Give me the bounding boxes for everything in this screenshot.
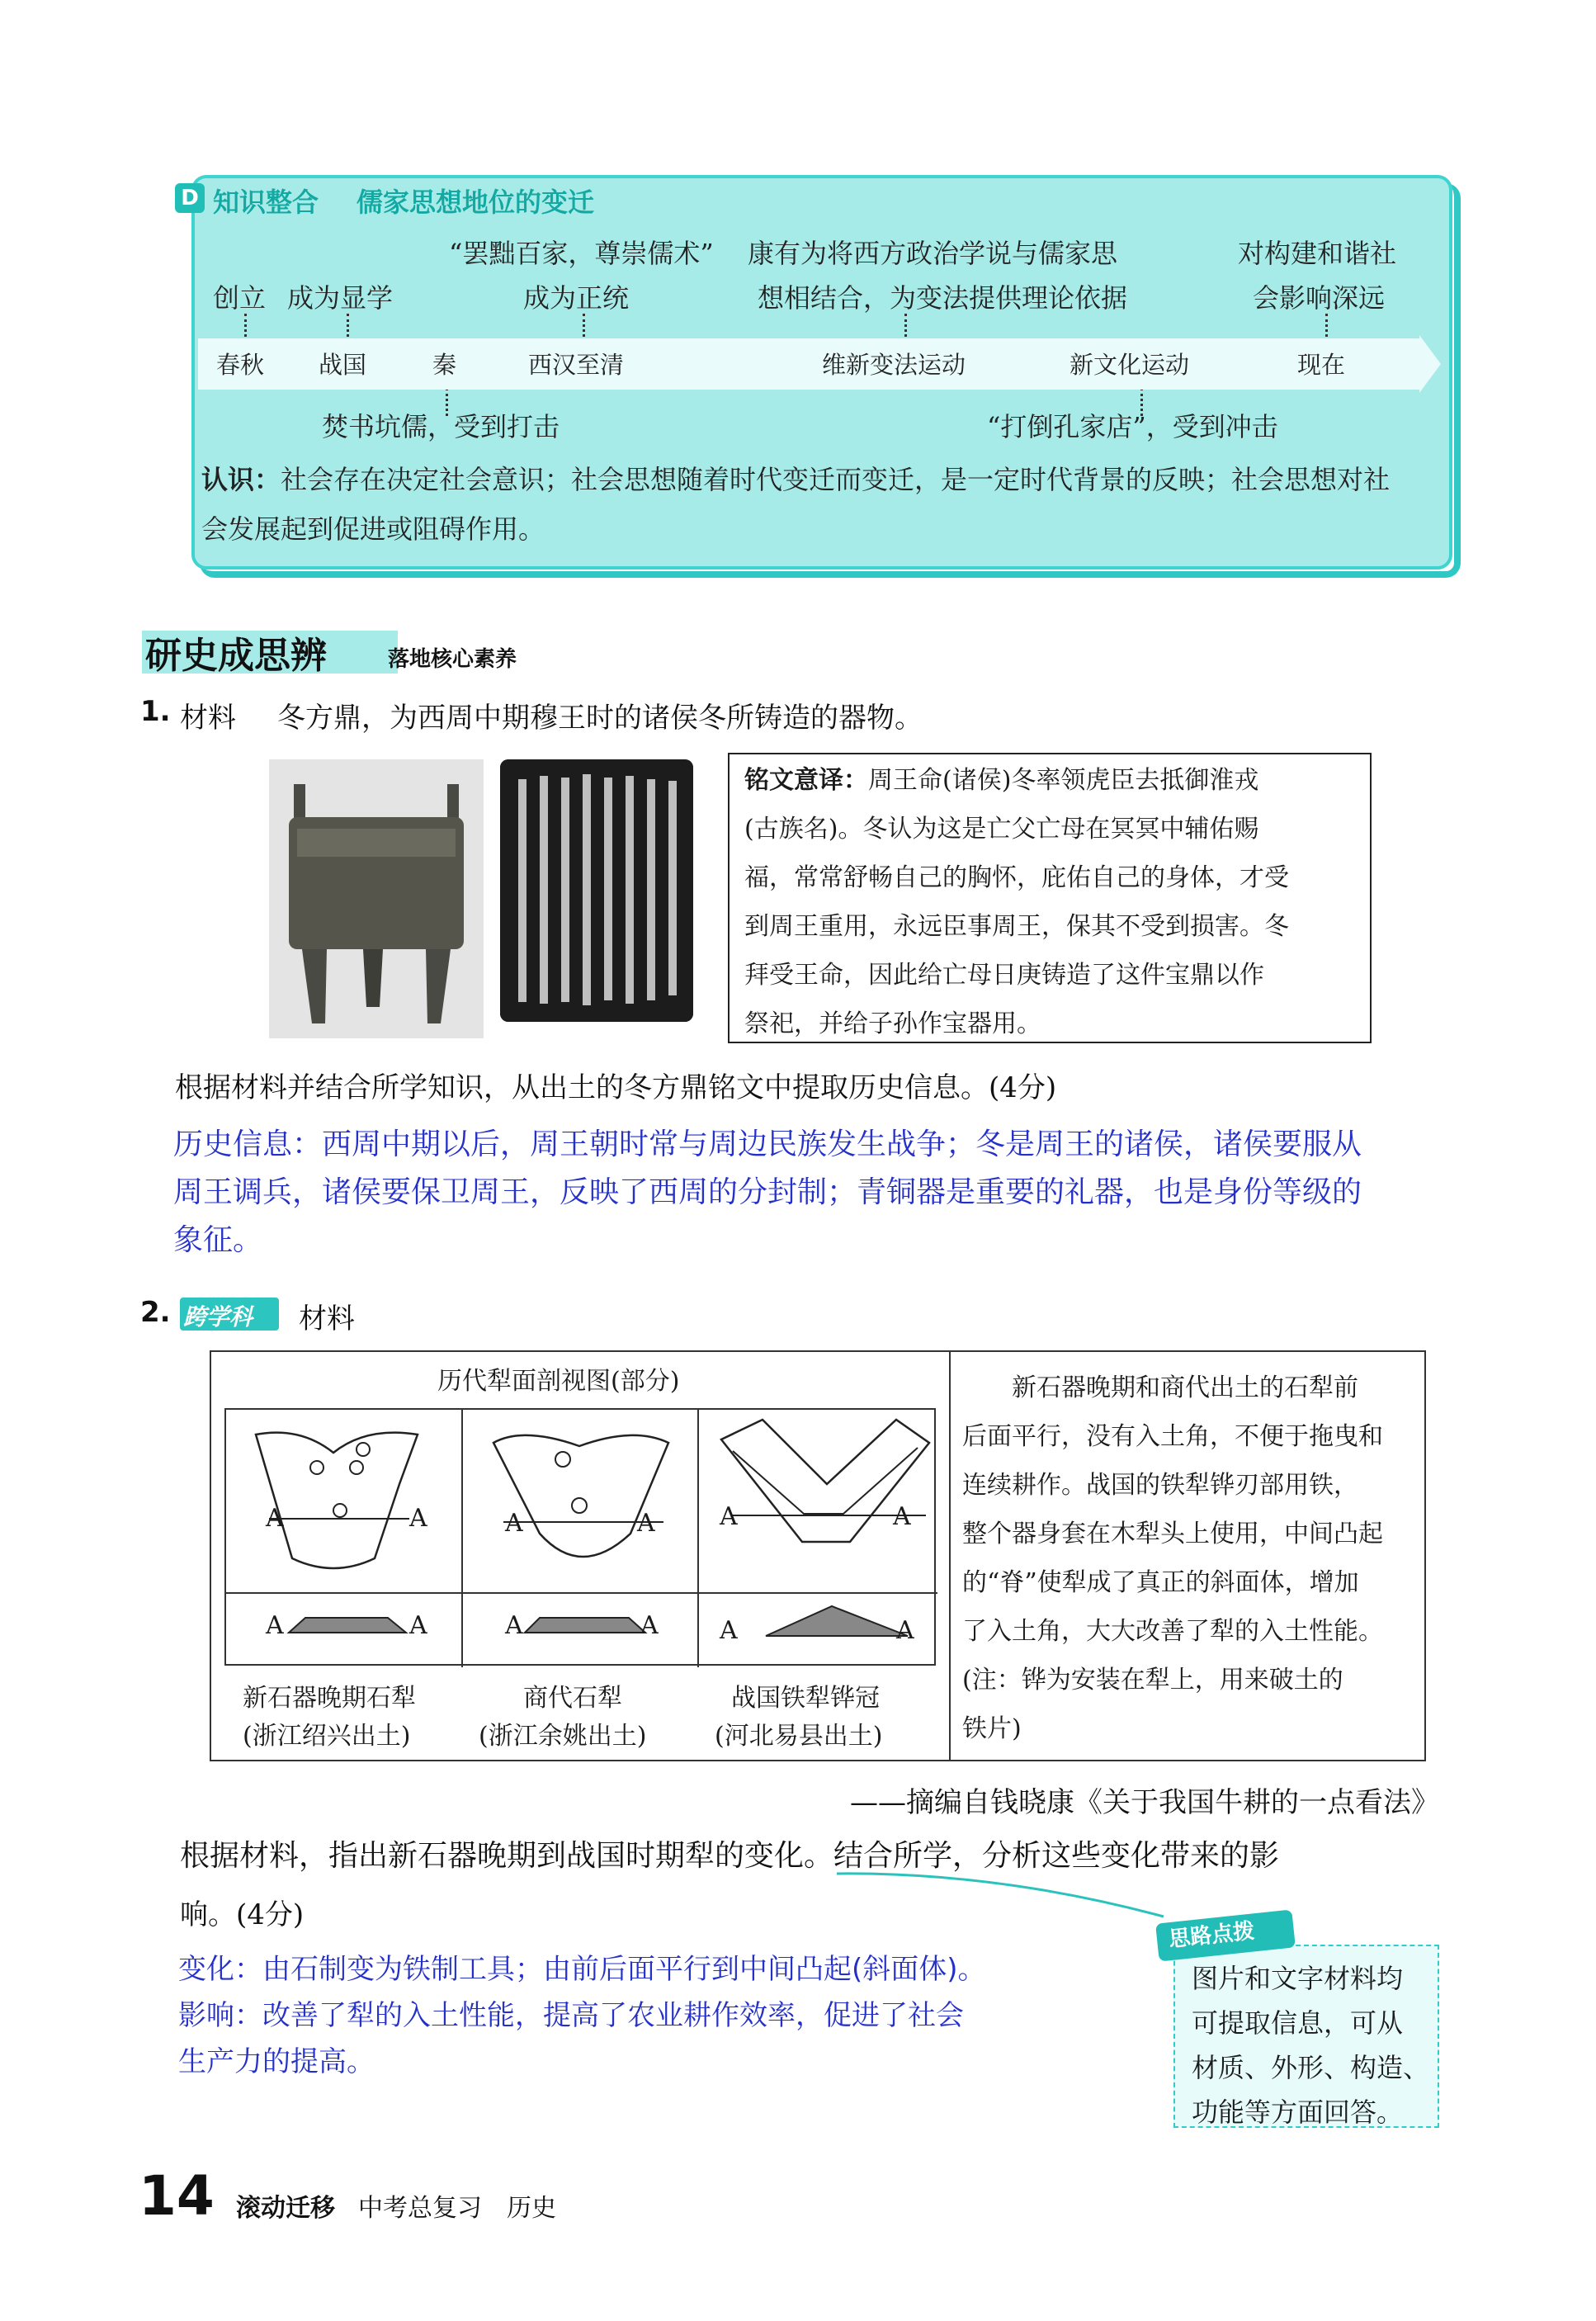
q1-answer-line: 历史信息：西周中期以后，周王朝时常与周边民族发生战争；冬是周王的诸侯，诸侯要服从 (173, 1127, 1362, 1161)
caption-origin: (浙江余姚出土) (479, 1722, 647, 1751)
side-text-line: 整个器身套在木犁头上使用，中间凸起 (962, 1520, 1383, 1548)
bronze-ding-image (269, 759, 484, 1038)
table-divider (949, 1350, 951, 1761)
connector (347, 314, 349, 342)
q1-question: 根据材料并结合所学知识，从出土的冬方鼎铭文中提取历史信息。(4分) (175, 1071, 1057, 1104)
side-text-line: 铁片) (962, 1714, 1022, 1743)
axis-letter: A (266, 1504, 284, 1533)
knowledge-title-label: 知识整合 (213, 187, 319, 218)
insight-label: 认识： (201, 464, 281, 495)
inscription-line: 祭祀，并给子孙作宝器用。 (744, 1009, 1041, 1038)
side-text-line: (注：铧为安装在犁上，用来破土的 (962, 1666, 1343, 1695)
connector (583, 314, 585, 342)
q2-question-line: 根据材料，指出新石器晚期到战国时期犁的变化。结合所学，分析这些变化带来的影 (180, 1839, 1280, 1873)
q2-question-line: 响。(4分) (180, 1898, 305, 1931)
axis-letter: A (637, 1509, 655, 1538)
q1-number: 1. (140, 695, 171, 728)
timeline-above-prominent: 成为显学 (287, 282, 394, 314)
inscription-line: 周王命(诸侯)冬率领虎臣去抵御淮戎 (868, 766, 1259, 795)
timeline-node: 秦 (432, 351, 457, 379)
timeline-above-kang-2: 想相结合，为变法提供理论依据 (758, 282, 1128, 314)
timeline-above-harmony-2: 会影响深远 (1253, 282, 1386, 314)
timeline-node: 现在 (1297, 351, 1346, 379)
inscription-line: 福，常常舒畅自己的胸怀，庇佑自己的身体，才受 (744, 863, 1289, 892)
plough-diagram (224, 1408, 936, 1666)
axis-letter: A (505, 1509, 523, 1538)
axis-letter: A (896, 1616, 914, 1645)
cross-discipline-tag-label: 跨学科 (183, 1303, 253, 1331)
axis-letter: A (720, 1502, 738, 1531)
axis-letter: A (720, 1616, 738, 1645)
axis-letter: A (409, 1504, 427, 1533)
footer-series: 滚动迁移 (236, 2194, 335, 2223)
side-text-line: 的“脊”使犁成了真正的斜面体，增加 (962, 1568, 1359, 1597)
hint-line: 材质、外形、构造、 (1192, 2052, 1430, 2083)
hint-line: 功能等方面回答。 (1192, 2096, 1404, 2128)
caption-name: 新石器晚期石犁 (243, 1684, 416, 1713)
timeline-above-created: 创立 (213, 282, 267, 314)
inscription-label: 铭文意译： (744, 766, 868, 795)
caption-origin: (浙江绍兴出土) (243, 1722, 411, 1751)
timeline-node: 战国 (319, 351, 367, 379)
q1-answer-line: 象征。 (173, 1223, 263, 1257)
connector (244, 314, 247, 342)
timeline-above-kang-1: 康有为将西方政治学说与儒家思 (748, 238, 1118, 269)
hint-line: 图片和文字材料均 (1192, 1963, 1404, 1994)
timeline-node: 春秋 (216, 351, 265, 379)
timeline-node: 西汉至清 (528, 351, 625, 379)
q1-material: 冬方鼎，为西周中期穆王时的诸侯冬所铸造的器物。 (277, 702, 923, 735)
knowledge-d-icon: D (175, 183, 205, 213)
q1-answer-line: 周王调兵，诸侯要保卫周王，反映了西周的分封制；青铜器是重要的礼器，也是身份等级的 (173, 1175, 1362, 1209)
q2-label: 材料 (299, 1302, 355, 1335)
q2-answer-line: 变化：由石制变为铁制工具；由前后面平行到中间凸起(斜面体)。 (178, 1953, 986, 1986)
insight-line-2: 会发展起到促进或阻碍作用。 (201, 513, 545, 545)
caption-origin: (河北易县出土) (715, 1722, 883, 1751)
axis-letter: A (409, 1611, 427, 1640)
hint-pointer-line (833, 1867, 1180, 1933)
axis-letter: A (266, 1611, 284, 1640)
side-text-line: 新石器晚期和商代出土的石犁前 (1012, 1373, 1358, 1402)
timeline-arrow-icon (1419, 335, 1441, 393)
inscription-line: 到周王重用，永远臣事周王，保其不受到损害。冬 (744, 912, 1289, 941)
diagram-title: 历代犁面剖视图(部分) (437, 1367, 680, 1396)
inscription-line: (古族名)。冬认为这是亡父亡母在冥冥中辅佑赐 (744, 815, 1259, 844)
timeline-below-down-confucius: “打倒孔家店”，受到冲击 (987, 411, 1278, 442)
timeline-above-harmony-1: 对构建和谐社 (1238, 238, 1397, 269)
source-citation: ——摘编自钱晓康《关于我国牛耕的一点看法》 (850, 1786, 1439, 1819)
inscription-line: 拜受王命，因此给亡母日庚铸造了这件宝鼎以作 (744, 961, 1264, 990)
page-number: 14 (139, 2164, 215, 2228)
section-subtitle: 落地核心素养 (388, 647, 517, 672)
caption-name: 商代石犁 (523, 1684, 622, 1713)
section-title: 研史成思辨 (145, 635, 327, 677)
timeline-node: 维新变法运动 (822, 351, 966, 379)
insight-line-1: 社会存在决定社会意识；社会思想随着时代变迁而变迁，是一定时代背景的反映；社会思想对社 (281, 464, 1391, 495)
footer-book: 中考总复习 (358, 2194, 482, 2223)
side-text-line: 后面平行，没有入土角，不便于拖曳和 (962, 1422, 1383, 1451)
timeline-above-dismiss-1: “罢黜百家，尊崇儒术” (449, 238, 714, 269)
timeline-below-burning: 焚书坑儒，受到打击 (322, 411, 560, 442)
knowledge-title-topic: 儒家思想地位的变迁 (357, 187, 595, 218)
timeline-above-dismiss-2: 成为正统 (523, 282, 630, 314)
q2-answer-line: 生产力的提高。 (178, 2045, 375, 2078)
q2-number: 2. (140, 1296, 171, 1329)
side-text-line: 了入土角，大大改善了犁的入土性能。 (962, 1617, 1383, 1646)
axis-letter: A (893, 1502, 911, 1531)
axis-letter: A (640, 1611, 659, 1640)
footer-subject: 历史 (507, 2194, 556, 2223)
timeline-band (198, 338, 1419, 390)
axis-letter: A (505, 1611, 523, 1640)
q2-answer-line: 影响：改善了犁的入土性能，提高了农业耕作效率，促进了社会 (178, 1999, 964, 2032)
caption-name: 战国铁犁铧冠 (731, 1684, 880, 1713)
hint-tag-label: 思路点拨 (1167, 1918, 1256, 1953)
hint-line: 可提取信息，可从 (1192, 2007, 1404, 2039)
side-text-line: 连续耕作。战国的铁犁铧刃部用铁， (962, 1471, 1358, 1500)
inscription-rubbing-image (500, 759, 693, 1022)
q1-label: 材料 (180, 702, 236, 735)
timeline-node: 新文化运动 (1070, 351, 1190, 379)
connector (904, 314, 907, 342)
connector (1325, 314, 1328, 342)
